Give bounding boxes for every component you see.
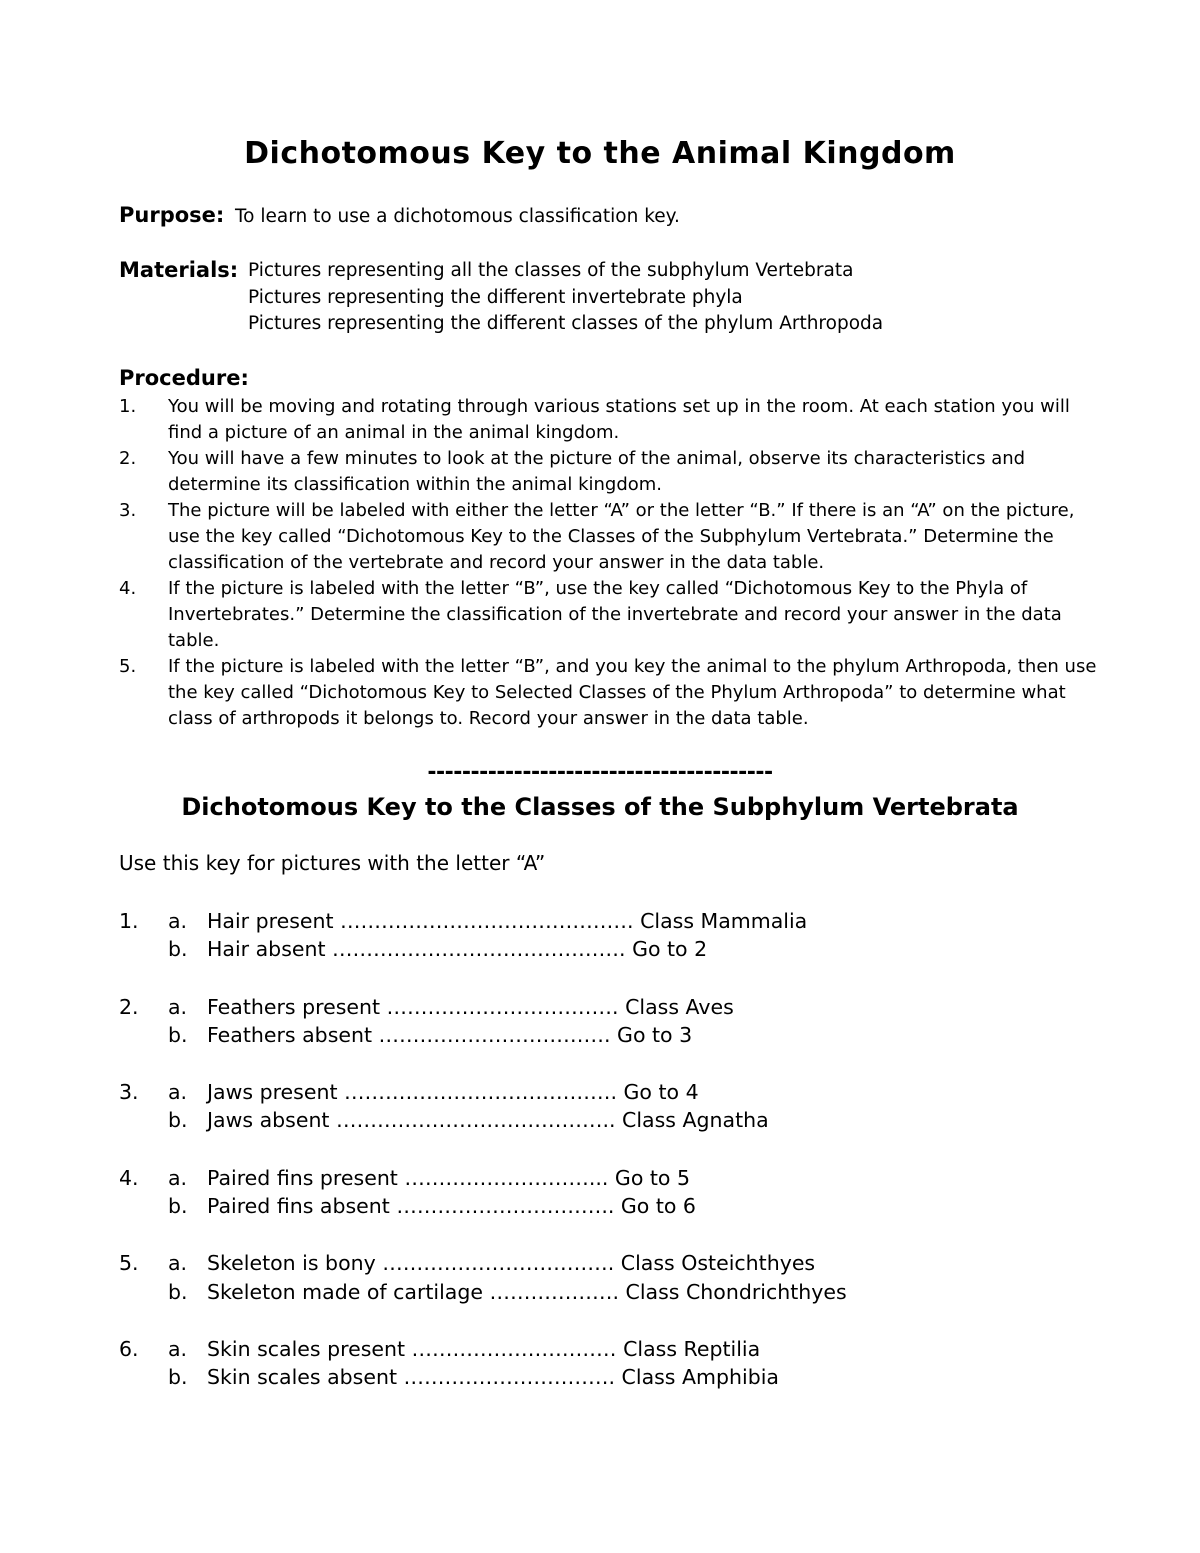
key-couplet-number: 1.	[119, 909, 139, 933]
key-option-text: Skeleton is bony ……………………………. Class Osteichthyes	[207, 1251, 816, 1275]
key-option-text: Skin scales absent …………………………. Class Amphibia	[207, 1365, 779, 1389]
key-couplet-number: 6.	[119, 1337, 139, 1361]
procedure-step-number: 5.	[119, 656, 137, 677]
key-option-text: Hair present ……………………………………. Class Mammalia	[207, 909, 808, 933]
key-option-letter: a.	[168, 1166, 188, 1190]
materials-item: Pictures representing the different invertebrate phyla	[248, 287, 743, 308]
key-option-letter: b.	[168, 1280, 188, 1304]
key-option-letter: b.	[168, 1108, 188, 1132]
procedure-step-number: 2.	[119, 448, 137, 469]
procedure-step-text: If the picture is labeled with the letter “B”, use the key called “Dichotomous Key to the Phyla of Invertebrates.” Determine the classification of the invertebrate and record your answer in the data table.	[168, 578, 1062, 651]
key-couplet-number: 5.	[119, 1251, 139, 1275]
procedure-step-number: 1.	[119, 396, 137, 417]
key-option-text: Jaws present …………………………………. Go to 4	[207, 1080, 699, 1104]
key-couplet-row	[119, 1023, 1019, 1051]
key-couplet-row	[119, 1365, 1019, 1393]
key-couplet-row	[119, 909, 1019, 937]
procedure-step	[119, 446, 1099, 498]
key-couplet-row	[119, 937, 1019, 965]
key-couplet-row	[119, 995, 1019, 1023]
key-couplet-row	[119, 1080, 1019, 1108]
key-option-text: Skin scales present ………………………… Class Reptilia	[207, 1337, 761, 1361]
key-option-text: Skeleton made of cartilage ………………. Class Chondrichthyes	[207, 1280, 847, 1304]
key-couplet-row	[119, 1337, 1019, 1365]
key-option-text: Paired fins present ………………………... Go to 5	[207, 1166, 691, 1190]
procedure-step-number: 3.	[119, 500, 137, 521]
key-couplet-row	[119, 1280, 1019, 1308]
materials-item: Pictures representing the different classes of the phylum Arthropoda	[248, 313, 884, 334]
materials-label: Materials:	[119, 258, 239, 282]
key-option-letter: b.	[168, 1365, 188, 1389]
procedure-step	[119, 498, 1099, 576]
procedure-step	[119, 654, 1099, 732]
key-couplet-number: 2.	[119, 995, 139, 1019]
key-intro: Use this key for pictures with the letter “A”	[119, 851, 546, 875]
key-couplet-row	[119, 1166, 1019, 1194]
key-title: Dichotomous Key to the Classes of the Subphylum Vertebrata	[181, 793, 1019, 821]
procedure-step	[119, 394, 1099, 446]
procedure-label: Procedure:	[119, 366, 249, 390]
procedure-step-text: You will be moving and rotating through various stations set up in the room. At each station you will find a picture of an animal in the animal kingdom.	[168, 396, 1070, 443]
key-couplet-number: 3.	[119, 1080, 139, 1104]
key-option-letter: a.	[168, 995, 188, 1019]
procedure-step-text: If the picture is labeled with the letter “B”, and you key the animal to the phylum Arthropoda, then use the key called “Dichotomous Key to Selected Classes of the Phylum Arthropoda” to determine what class of arthropods it belongs to. Record your answer in the data table.	[168, 656, 1097, 729]
key-couplet-row	[119, 1108, 1019, 1136]
procedure-step-text: You will have a few minutes to look at the picture of the animal, observe its characteristics and determine its classification within the animal kingdom.	[168, 448, 1026, 495]
key-option-letter: a.	[168, 1251, 188, 1275]
procedure-step-number: 4.	[119, 578, 137, 599]
materials-item: Pictures representing all the classes of the subphylum Vertebrata	[248, 260, 854, 281]
key-option-text: Hair absent ……………………………………. Go to 2	[207, 937, 708, 961]
key-couplet-row	[119, 1194, 1019, 1222]
key-option-text: Feathers present ……………………………. Class Aves	[207, 995, 734, 1019]
key-couplet-row	[119, 1251, 1019, 1279]
key-option-letter: b.	[168, 1023, 188, 1047]
key-option-letter: a.	[168, 1337, 188, 1361]
key-option-letter: b.	[168, 1194, 188, 1218]
purpose-label: Purpose:	[119, 203, 225, 227]
key-option-letter: b.	[168, 937, 188, 961]
key-option-letter: a.	[168, 1080, 188, 1104]
key-option-letter: a.	[168, 909, 188, 933]
purpose-text: To learn to use a dichotomous classification key.	[235, 206, 680, 227]
procedure-list	[119, 394, 1099, 732]
key-couplet-number: 4.	[119, 1166, 139, 1190]
procedure-step	[119, 576, 1099, 654]
key-option-text: Paired fins absent ………………………….. Go to 6	[207, 1194, 696, 1218]
page-title: Dichotomous Key to the Animal Kingdom	[244, 136, 956, 171]
key-option-text: Feathers absent ……………………………. Go to 3	[207, 1023, 693, 1047]
procedure-step-text: The picture will be labeled with either the letter “A” or the letter “B.” If there is an “A” on the picture, use the key called “Dichotomous Key to the Classes of the Subphylum Vertebrata.” Determine the classification of the vertebrate and record your answer in the data table.	[168, 500, 1075, 573]
section-divider: ----------------------------------------	[427, 760, 773, 785]
key-option-text: Jaws absent ………………………………….. Class Agnatha	[207, 1108, 769, 1132]
